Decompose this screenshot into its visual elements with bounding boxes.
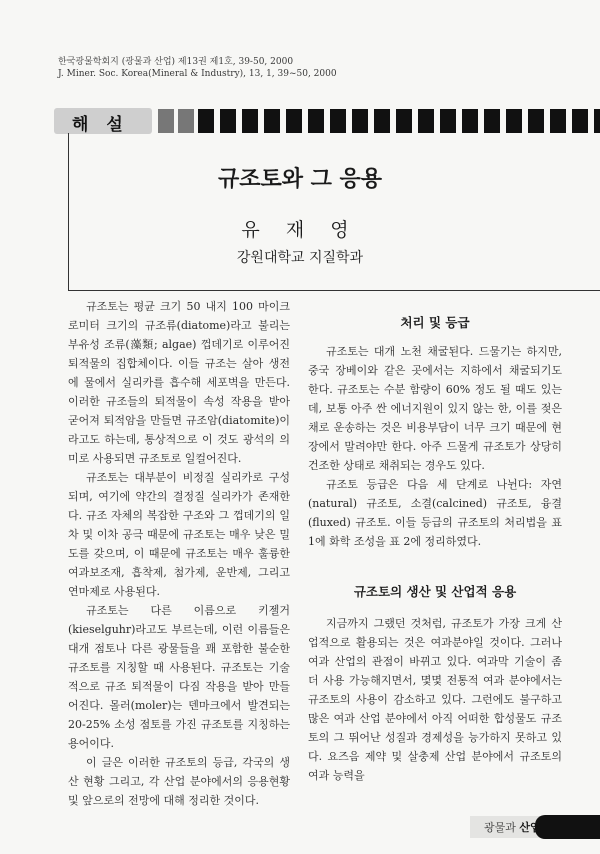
footer-tab-mark bbox=[535, 815, 600, 839]
banner-block bbox=[158, 109, 174, 133]
journal-citation bbox=[58, 56, 337, 80]
title-frame bbox=[68, 133, 600, 291]
body-paragraph: 규조토는 다른 이름으로 키젤거(kieselguhr)라고도 부르는데, 이런 이름들은 대개 점토나 다른 광물들을 꽤 포함한 불순한 규조토를 지칭할 때 사용된다. 규조토는 기술적으로 규조 퇴적물이 다짐 작용을 받아 만들어진다. 몰러(moler)는 덴마크에서 발견되는 20-25% 소성 점토를 가진 규조토를 지칭하는 용어이다. bbox=[68, 604, 290, 750]
banner-block bbox=[198, 109, 214, 133]
banner-block bbox=[352, 109, 368, 133]
citation-korean: 한국광물학회지 (광물과 산업) 제13권 제1호, 39-50, 2000 bbox=[58, 57, 294, 67]
banner-block bbox=[308, 109, 324, 133]
banner-block bbox=[396, 109, 412, 133]
section-banner bbox=[54, 108, 600, 134]
banner-block bbox=[462, 109, 478, 133]
banner-block bbox=[264, 109, 280, 133]
banner-block bbox=[550, 109, 566, 133]
banner-block bbox=[594, 109, 600, 133]
banner-block bbox=[374, 109, 390, 133]
body-paragraph: 지금까지 그랬던 것처럼, 규조토가 가장 크게 산업적으로 활용되는 것은 여과분야일 것이다. 그러나 여과 산업의 관점이 바뀌고 있다. 여과막 기술이 좀 더 사용 가능해지면서, 몇몇 전통적 여과 분야에서는 규조토의 사용이 감소하고 있다. 그런에도 불구하고 많은 여과 산업 분야에서 아직 어떠한 합성물도 규조토의 그 뛰어난 성질과 경제성을 능가하지 못하고 있다. 요즈음 제약 및 살충제 산업 분야에서 규조토의 여과 능력을 bbox=[308, 617, 562, 782]
banner-block bbox=[178, 109, 194, 133]
footer-running-title bbox=[484, 819, 541, 835]
banner-block bbox=[506, 109, 522, 133]
body-paragraph: 규조토는 대부분이 비정질 실리카로 구성되며, 여기에 약간의 결정질 실리카가 존재한다. 규조 자체의 복잡한 구조와 그 껍데기의 일차 및 이차 공극 때문에 규조토는 매우 낮은 밀도를 갖으며, 이 때문에 규조토는 매우 훌륭한 여과보조재, 흡착제, 첨가제, 운반제, 그리고 연마제로 사용된다. bbox=[68, 471, 290, 598]
footer-text-light: 광물과 bbox=[484, 821, 516, 834]
body-paragraph: 규조토는 대개 노천 채굴된다. 드물기는 하지만, 중국 장베이와 같은 곳에서는 지하에서 채굴되기도 한다. 규조토는 수분 함량이 60% 정도 될 때도 있는데, 보통 아주 싼 에너지원이 있지 않는 한, 이를 젖은 채로 운송하는 것은 비용부담이 너무 크기 때문에 현장에서 말려야만 한다. 아주 드물게 규조토가 상당히 건조한 상태로 채취되는 경우도 있다. bbox=[308, 345, 562, 472]
banner-block bbox=[286, 109, 302, 133]
author-affiliation: 강원대학교 지질학과 bbox=[236, 250, 364, 266]
article-author: 유 재 영 bbox=[241, 219, 359, 241]
banner-block bbox=[330, 109, 346, 133]
section-heading-processing: 처리 및 등급 bbox=[400, 315, 470, 330]
section-label: 해 설 bbox=[72, 115, 129, 135]
body-paragraph: 규조토 등급은 다음 세 단계로 나뉜다: 자연(natural) 규조토, 소결(calcined) 규조토, 융결(fluxed) 규조토. 이들 등급의 규조토의 처리법을 표 1에 화학 조성을 표 2에 정리하였다. bbox=[308, 478, 562, 548]
left-column bbox=[68, 297, 290, 810]
body-paragraph: 이 글은 이러한 규조토의 등급, 각국의 생산 현황 그리고, 각 산업 분야에서의 응용현황 및 앞으로의 전망에 대해 정리한 것이다. bbox=[68, 756, 290, 807]
banner-block bbox=[528, 109, 544, 133]
body-paragraph: 규조토는 평균 크기 50 내지 100 마이크로미터 크기의 규조류(diatome)라고 불리는 부유성 조류(藻類; algae) 껍데기로 이루어진 퇴적물의 집합체이다. 이들 규조는 살아 생전에 물에서 실리카를 흡수해 세포벽을 만든다. 이러한 규조들의 퇴적물이 속성 작용을 받아 굳어져 퇴적암을 만들면 규조암(diatomite)이라고도 하는데, 통상적으로 이 것도 광석의 의미로 사용되면 규조토로 일컬어진다. bbox=[68, 300, 290, 465]
section-heading-production: 규조토의 생산 및 산업적 응용 bbox=[353, 584, 517, 599]
right-column-section2 bbox=[308, 614, 562, 785]
banner-block bbox=[418, 109, 434, 133]
banner-block bbox=[572, 109, 588, 133]
banner-block bbox=[242, 109, 258, 133]
banner-block bbox=[440, 109, 456, 133]
banner-block bbox=[484, 109, 500, 133]
footer-text-bold: 산업 bbox=[519, 821, 541, 834]
citation-english: J. Miner. Soc. Korea(Mineral & Industry), 13, 1, 39~50, 2000 bbox=[58, 69, 337, 79]
right-column-section1 bbox=[308, 342, 562, 551]
article-title: 규조토와 그 응용 bbox=[217, 167, 383, 192]
banner-block bbox=[220, 109, 236, 133]
